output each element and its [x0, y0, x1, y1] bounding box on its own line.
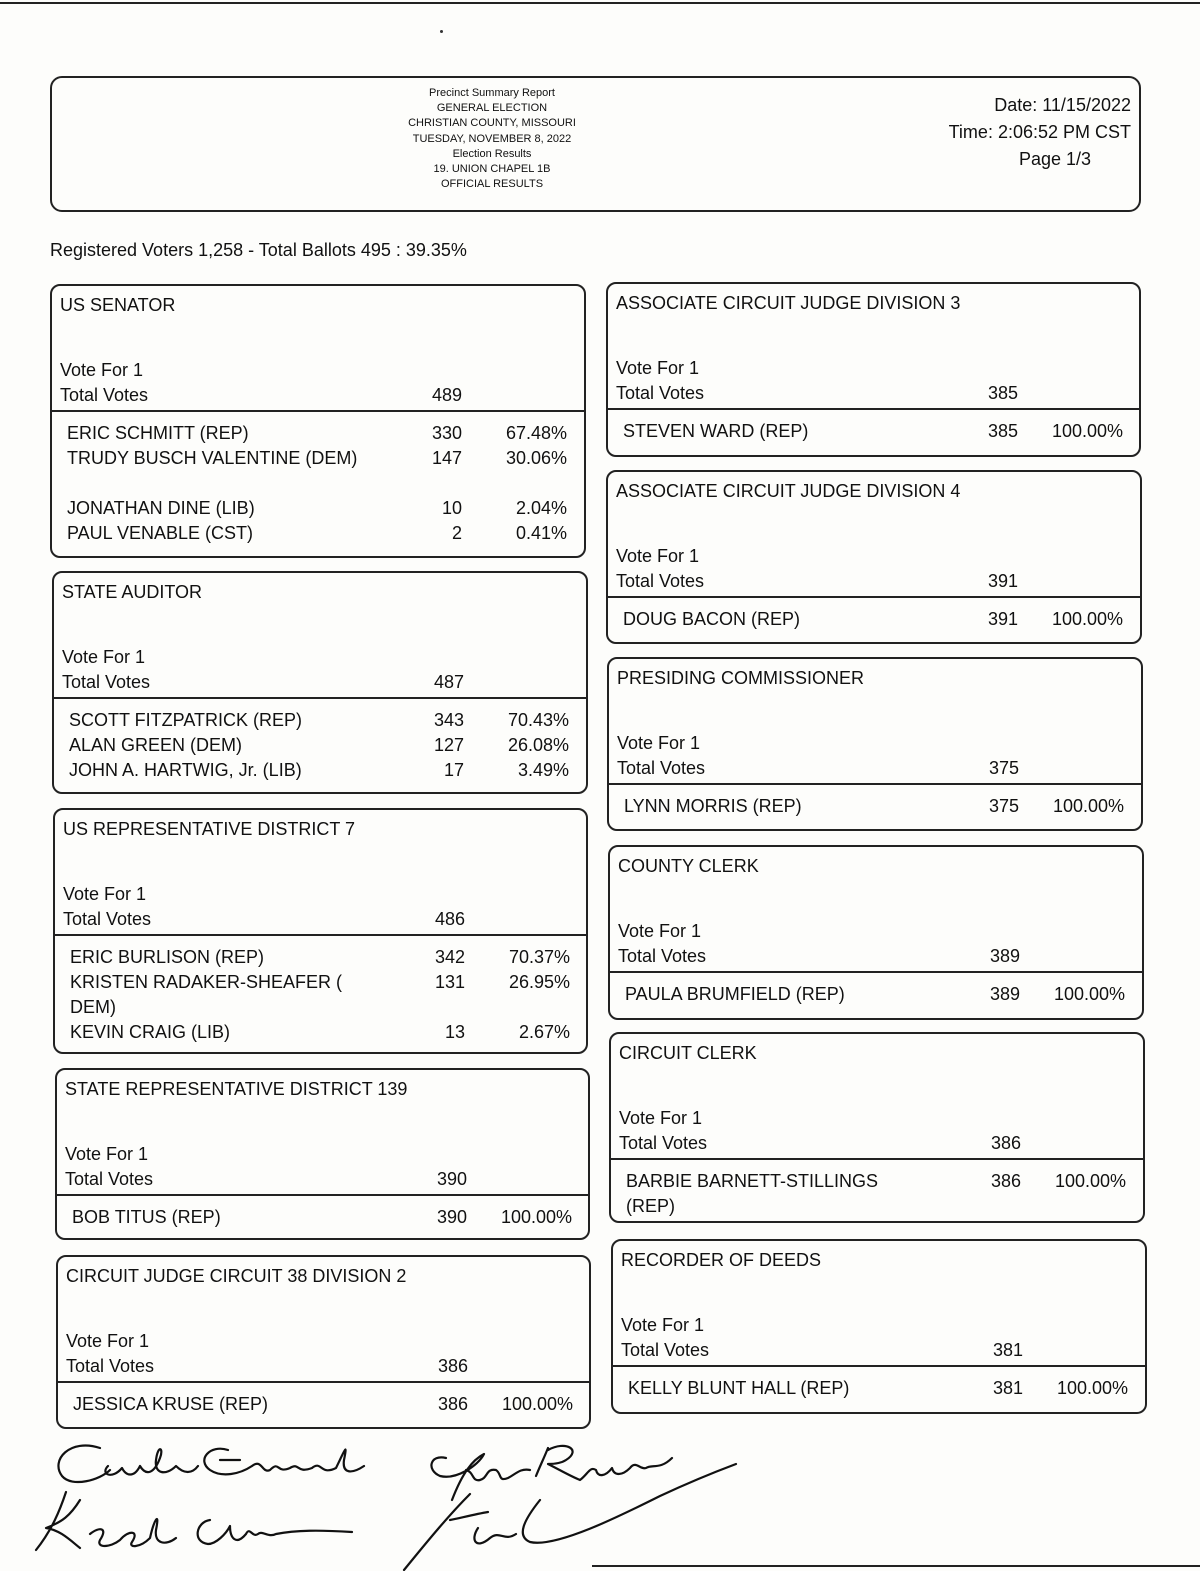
header-line: OFFICIAL RESULTS [440, 178, 544, 191]
race-box [50, 284, 586, 558]
race-box [55, 1068, 590, 1240]
header-line: CHRISTIAN COUNTY, MISSOURI [408, 117, 576, 130]
vote-for-label: Vote For 1 [616, 358, 700, 378]
total-votes-label: Total Votes [63, 909, 152, 929]
candidate-votes: 17 [443, 760, 464, 780]
candidate-name: KRISTEN RADAKER-SHEAFER ( DEM) [70, 972, 343, 1017]
total-votes-label: Total Votes [618, 946, 707, 966]
candidate-votes: 386 [437, 1394, 468, 1414]
vote-for-label: Vote For 1 [63, 884, 147, 904]
candidate-row [52, 521, 584, 546]
candidate-percent: 100.00% [1051, 609, 1123, 629]
top-edge-line [0, 2, 1200, 4]
candidate-row [52, 446, 584, 496]
candidate-row [58, 1392, 589, 1417]
candidate-name: PAUL VENABLE (CST) [67, 523, 254, 543]
candidate-percent: 70.43% [507, 710, 569, 730]
signature-carla-essick [58, 1445, 364, 1482]
candidate-votes: 13 [444, 1022, 465, 1042]
race-divider [58, 1381, 589, 1383]
candidate-percent: 2.67% [518, 1022, 570, 1042]
candidate-row [611, 1169, 1143, 1219]
candidate-votes: 390 [436, 1207, 467, 1227]
candidate-list [609, 794, 1141, 819]
header-line: TUESDAY, NOVEMBER 8, 2022 [412, 132, 572, 145]
race-divider [609, 783, 1141, 785]
report-meta [949, 92, 1131, 173]
vote-for-label: Vote For 1 [65, 1144, 149, 1164]
race-box [607, 657, 1143, 831]
candidate-percent: 100.00% [1052, 796, 1124, 816]
total-votes-value: 489 [431, 385, 462, 405]
candidate-votes: 375 [988, 796, 1019, 816]
candidate-name: BOB TITUS (REP) [72, 1207, 221, 1227]
scan-speck [440, 30, 443, 33]
signatures [0, 1430, 760, 1571]
candidate-list [54, 708, 586, 783]
vote-for-label: Vote For 1 [618, 921, 702, 941]
race-title: CIRCUIT CLERK [619, 1043, 757, 1063]
total-votes-label: Total Votes [65, 1169, 154, 1189]
total-votes-value: 386 [437, 1356, 468, 1376]
report-header [50, 76, 1141, 212]
signature-mark [404, 1464, 736, 1570]
race-title: US REPRESENTATIVE DISTRICT 7 [63, 819, 356, 839]
race-title: US SENATOR [60, 295, 176, 315]
header-line: Precinct Summary Report [429, 87, 555, 99]
candidate-votes: 330 [431, 423, 462, 443]
candidate-votes: 385 [987, 421, 1018, 441]
candidate-percent: 100.00% [1053, 984, 1125, 1004]
race-divider [610, 971, 1142, 973]
race-box [52, 571, 588, 794]
report-header-title [382, 86, 602, 192]
race-divider [608, 596, 1140, 598]
candidate-name: KEVIN CRAIG (LIB) [70, 1022, 231, 1042]
candidate-percent: 30.06% [505, 448, 567, 468]
candidate-list [611, 1169, 1143, 1219]
candidate-list [58, 1392, 589, 1417]
total-votes-label: Total Votes [62, 672, 151, 692]
candidate-row [55, 945, 586, 970]
race-divider [54, 697, 586, 699]
race-title: RECORDER OF DEEDS [621, 1250, 822, 1270]
candidate-percent: 70.37% [508, 947, 570, 967]
candidate-row [55, 970, 586, 1020]
candidate-list [608, 607, 1140, 632]
candidate-row [54, 733, 586, 758]
candidate-name: ALAN GREEN (DEM) [69, 735, 243, 755]
candidate-list [613, 1376, 1145, 1401]
candidate-list [610, 982, 1142, 1007]
total-votes-label: Total Votes [619, 1133, 708, 1153]
candidate-name: LYNN MORRIS (REP) [624, 796, 802, 816]
candidate-name: KELLY BLUNT HALL (REP) [628, 1378, 850, 1398]
total-votes-label: Total Votes [616, 383, 705, 403]
race-divider [608, 408, 1139, 410]
candidate-votes: 343 [433, 710, 464, 730]
header-line: Election Results [452, 147, 532, 160]
candidate-votes: 386 [990, 1171, 1021, 1191]
signature-kesel [36, 1492, 352, 1550]
race-box [609, 1032, 1145, 1223]
total-votes-label: Total Votes [66, 1356, 155, 1376]
vote-for-label: Vote For 1 [60, 360, 144, 380]
vote-for-label: Vote For 1 [621, 1315, 705, 1335]
race-title: ASSOCIATE CIRCUIT JUDGE DIVISION 4 [616, 481, 961, 501]
race-box [53, 808, 588, 1054]
candidate-percent: 67.48% [505, 423, 567, 443]
candidate-row [55, 1020, 586, 1045]
race-title: COUNTY CLERK [618, 856, 759, 876]
candidate-votes: 2 [451, 523, 462, 543]
candidate-name: ERIC BURLISON (REP) [70, 947, 265, 967]
candidate-row [54, 708, 586, 733]
turnout-summary: Registered Voters 1,258 - Total Ballots 495 : 39.35% [50, 240, 467, 260]
candidate-row [54, 758, 586, 783]
candidate-percent: 100.00% [501, 1394, 573, 1414]
candidate-percent: 100.00% [1054, 1171, 1126, 1191]
bottom-edge-line [592, 1565, 1200, 1567]
candidate-votes: 391 [987, 609, 1018, 629]
total-votes-value: 381 [992, 1340, 1023, 1360]
race-title: ASSOCIATE CIRCUIT JUDGE DIVISION 3 [616, 293, 961, 313]
race-divider [613, 1365, 1145, 1367]
total-votes-label: Total Votes [616, 571, 705, 591]
race-box [606, 282, 1141, 457]
candidate-name: BARBIE BARNETT-STILLINGS (REP) [626, 1171, 879, 1216]
candidate-name: TRUDY BUSCH VALENTINE (DEM) [67, 448, 358, 468]
total-votes-value: 486 [434, 909, 465, 929]
race-divider [611, 1158, 1143, 1160]
candidate-name: JOHN A. HARTWIG, Jr. (LIB) [69, 760, 302, 780]
signature-lisa-russell [431, 1446, 672, 1500]
race-box [611, 1239, 1147, 1414]
candidate-row [608, 607, 1140, 632]
candidate-percent: 100.00% [1051, 421, 1123, 441]
race-title: CIRCUIT JUDGE CIRCUIT 38 DIVISION 2 [66, 1266, 407, 1286]
candidate-row [609, 794, 1141, 819]
candidate-name: SCOTT FITZPATRICK (REP) [69, 710, 302, 730]
candidate-percent: 100.00% [500, 1207, 572, 1227]
candidate-votes: 131 [434, 972, 465, 992]
report-date: Date: 11/15/2022 [994, 95, 1131, 115]
header-line: GENERAL ELECTION [436, 102, 548, 115]
candidate-votes: 342 [434, 947, 465, 967]
candidate-list [57, 1205, 588, 1230]
candidate-row [57, 1205, 588, 1230]
total-votes-value: 390 [436, 1169, 467, 1189]
candidate-votes: 127 [433, 735, 464, 755]
total-votes-label: Total Votes [621, 1340, 710, 1360]
vote-for-label: Vote For 1 [616, 546, 700, 566]
candidate-percent: 0.41% [515, 523, 567, 543]
candidate-list [52, 421, 584, 546]
candidate-name: JONATHAN DINE (LIB) [67, 498, 255, 518]
race-box [606, 470, 1142, 644]
candidate-list [55, 945, 586, 1045]
candidate-name: PAULA BRUMFIELD (REP) [625, 984, 845, 1004]
candidate-name: DOUG BACON (REP) [623, 609, 801, 629]
total-votes-label: Total Votes [617, 758, 706, 778]
total-votes-value: 375 [988, 758, 1019, 778]
total-votes-value: 385 [987, 383, 1018, 403]
candidate-votes: 389 [989, 984, 1020, 1004]
candidate-votes: 147 [431, 448, 462, 468]
candidate-row [613, 1376, 1145, 1401]
total-votes-value: 487 [433, 672, 464, 692]
header-line: 19. UNION CHAPEL 1B [433, 163, 551, 176]
candidate-percent: 3.49% [517, 760, 569, 780]
candidate-row [52, 496, 584, 521]
total-votes-value: 386 [990, 1133, 1021, 1153]
race-divider [57, 1194, 588, 1196]
candidate-percent: 26.08% [507, 735, 569, 755]
candidate-row [52, 421, 584, 446]
vote-for-label: Vote For 1 [617, 733, 701, 753]
vote-for-label: Vote For 1 [66, 1331, 150, 1351]
candidate-list [608, 419, 1139, 444]
candidate-name: ERIC SCHMITT (REP) [67, 423, 249, 443]
total-votes-value: 391 [987, 571, 1018, 591]
candidate-percent: 2.04% [515, 498, 567, 518]
candidate-name: JESSICA KRUSE (REP) [73, 1394, 269, 1414]
candidate-votes: 381 [992, 1378, 1023, 1398]
candidate-percent: 26.95% [508, 972, 570, 992]
vote-for-label: Vote For 1 [619, 1108, 703, 1128]
total-votes-label: Total Votes [60, 385, 149, 405]
vote-for-label: Vote For 1 [62, 647, 146, 667]
race-divider [55, 934, 586, 936]
race-title: PRESIDING COMMISSIONER [617, 668, 865, 688]
candidate-row [608, 419, 1139, 444]
candidate-votes: 10 [441, 498, 462, 518]
candidate-row [610, 982, 1142, 1007]
candidate-percent: 100.00% [1056, 1378, 1128, 1398]
total-votes-value: 389 [989, 946, 1020, 966]
race-box [56, 1255, 591, 1429]
page-number: Page 1/3 [1018, 149, 1091, 169]
race-title: STATE AUDITOR [62, 582, 203, 602]
race-divider [52, 410, 584, 412]
race-title: STATE REPRESENTATIVE DISTRICT 139 [65, 1079, 408, 1099]
race-box [608, 845, 1144, 1020]
report-time: Time: 2:06:52 PM CST [948, 122, 1131, 142]
candidate-name: STEVEN WARD (REP) [623, 421, 809, 441]
